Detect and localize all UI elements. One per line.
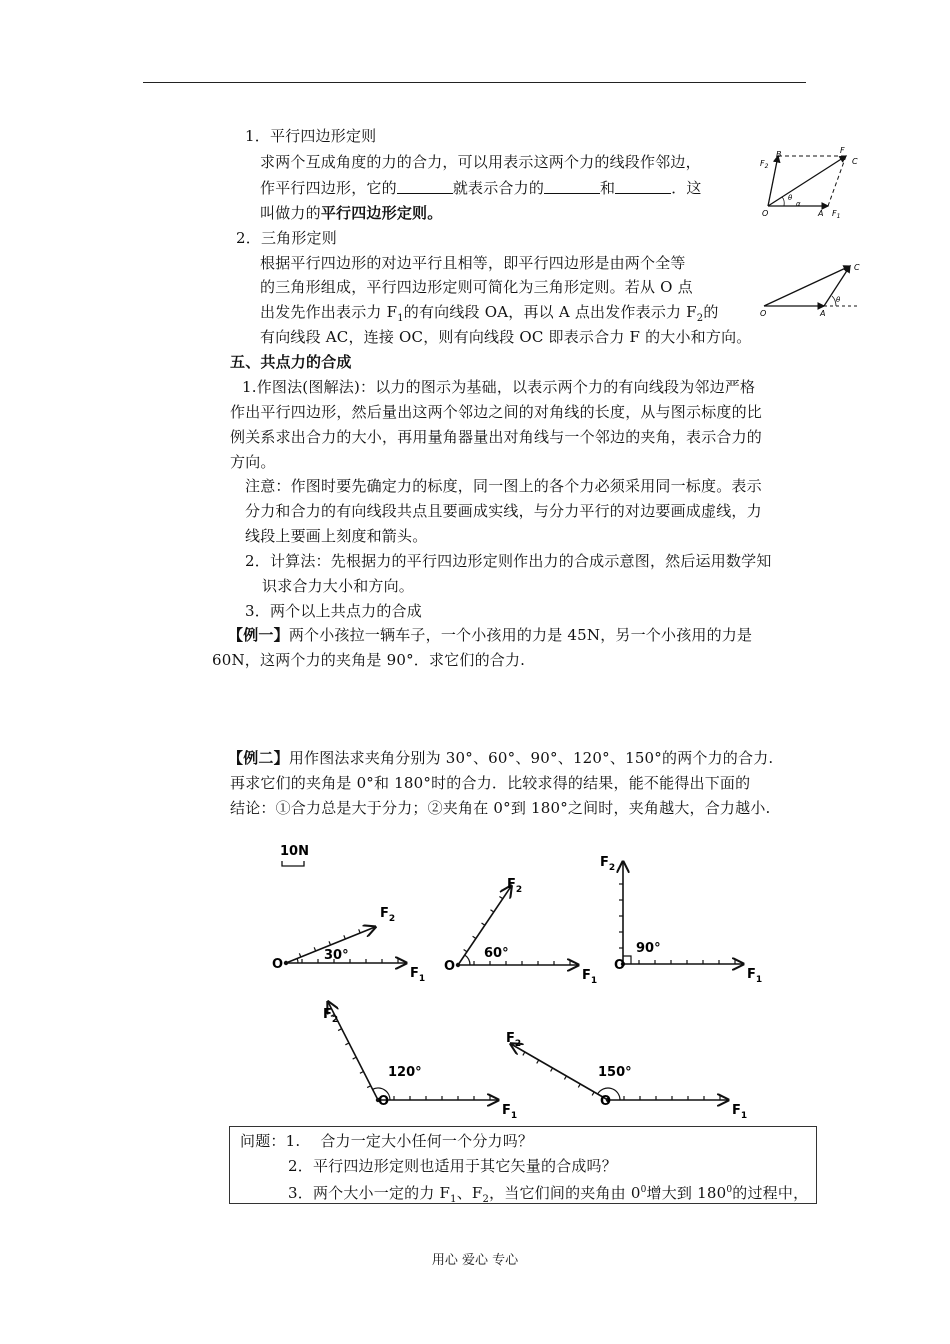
sec5-p2-line1: 2．计算法：先根据力的平行四边形定则作出力的合成示意图，然后运用数学知 [245, 552, 772, 570]
label-A: A [820, 309, 826, 318]
blank-1 [397, 179, 453, 194]
sec5-p1-line4: 方向。 [230, 453, 276, 471]
f1-label: $F_1$ [747, 967, 763, 985]
angle-arc [465, 955, 470, 965]
f1-label: $F_1$ [502, 1103, 518, 1121]
blank-2 [544, 179, 600, 194]
dashed-right-side [828, 156, 846, 206]
label-A: A [818, 209, 824, 218]
label-F2: $F_2$ [760, 159, 769, 170]
f2-tick [490, 910, 493, 912]
sec2-line1: 根据平行四边形的对边平行且相等，即平行四边形是由两个全等 [260, 254, 686, 272]
angle-arc [782, 197, 784, 206]
f2-label: $F_2$ [323, 1007, 339, 1025]
f2-tick [338, 1029, 342, 1031]
triangle-figure [758, 258, 866, 320]
example2-line2: 再求它们的夹角是 0°和 180°时的合力．比较求得的结果，能不能得出下面的 [230, 774, 751, 792]
f2-tick [299, 953, 300, 957]
angle-label: 150° [598, 1065, 632, 1080]
f2-tick [345, 1043, 349, 1045]
label-O: O [762, 209, 769, 218]
f2-vector [768, 156, 778, 206]
f2-tick [551, 1068, 553, 1071]
origin-label: O [444, 959, 456, 974]
f2-tick [564, 1076, 566, 1079]
example2-line1: 【例二】用作图法求夹角分别为 30°、60°、90°、120°、150°的两个力的合力. [228, 749, 774, 767]
sec1-title: 1．平行四边形定则 [245, 127, 377, 145]
angle-label: 30° [324, 948, 349, 963]
f1-label: $F_1$ [582, 968, 598, 986]
label-theta: θ [836, 296, 841, 304]
example1-line2: 60N，这两个力的夹角是 90°．求它们的合力. [212, 651, 526, 669]
f2-tick [359, 929, 360, 933]
scale-label: 10N [280, 844, 309, 859]
f2-tick [592, 1092, 594, 1095]
f2-tick [367, 1086, 371, 1088]
sec2-line3: 出发先作出表示力 $F_1$的有向线段 OA，再以 A 点出发作表示力 $F_2$的 [260, 303, 719, 324]
f2-tick [329, 941, 330, 945]
f1-label: $F_1$ [732, 1103, 748, 1121]
f2-tick [353, 1057, 357, 1059]
f2-label: $F_2$ [507, 877, 523, 895]
f1-label: $F_1$ [410, 966, 426, 984]
note-line1: 注意：作图时要先确定力的标度，同一图上的各个力必须采用同一标度。表示 [245, 477, 762, 495]
diagram-150 [506, 1031, 747, 1121]
page-footer: 用心 爱心 专心 [431, 1253, 519, 1268]
question-1: 问题：1. 合力一定大小任何一个分力吗？ [240, 1132, 534, 1150]
label-B: B [776, 150, 782, 159]
f2-tick [464, 949, 467, 951]
f2-tick [482, 923, 485, 925]
parallelogram-figure [758, 144, 866, 222]
f2-tick [314, 947, 315, 951]
note-line2: 分力和合力的有向线段共点且要画成实线，与分力平行的对边要画成虚线，力 [245, 502, 762, 520]
f2-tick [578, 1084, 580, 1087]
sec5-p1-line2: 作出平行四边形，然后量出这两个邻边之间的对角线的长度，从与图示标度的比 [230, 403, 763, 421]
sec5-p1-line1: 1.作图法(图解法)：以力的图示为基础，以表示两个力的有向线段为邻边严格 [242, 378, 756, 396]
label-F1: $F_1$ [832, 209, 841, 220]
sec1-line3: 叫做力的平行四边形定则。 [260, 204, 443, 222]
diagram-60 [444, 877, 597, 986]
origin-label: O [614, 958, 626, 973]
scale-bar [280, 844, 309, 866]
f2-tick [537, 1060, 539, 1063]
sec5-p2-line2: 识求合力大小和方向。 [262, 577, 415, 595]
f2-tick [523, 1052, 525, 1055]
label-F: F [840, 146, 845, 155]
angle-label: 120° [388, 1065, 422, 1080]
diagram-90 [600, 855, 762, 985]
sec1-line1: 求两个互成角度的力的合力，可以用表示这两个力的线段作邻边， [260, 153, 701, 171]
f2-tick [499, 896, 502, 898]
question-3: 3．两个大小一定的力 $F_1$、$F_2$，当它们间的夹角由 $0^0$增大到 $180^0$的过程中， [288, 1184, 809, 1205]
questions-box [229, 1126, 817, 1204]
origin-label: O [272, 957, 284, 972]
question-2: 2．平行四边形定则也适用于其它矢量的合成吗？ [288, 1157, 617, 1175]
label-alpha: α [796, 200, 801, 208]
sec1-line2: 作平行四边形，它的 就表示合力的 和 ．这 [260, 179, 702, 197]
force-diagrams [260, 838, 763, 1123]
resultant-vector [768, 156, 846, 206]
example1-line1: 【例一】两个小孩拉一辆车子，一个小孩用的力是 45N，另一个小孩用的力是 [228, 626, 753, 644]
blank-3 [615, 179, 671, 194]
sec5-p3: 3．两个以上共点力的合成 [245, 602, 422, 620]
diagram-30 [272, 906, 425, 984]
origin-point [284, 961, 288, 965]
sec2-title: 2．三角形定则 [236, 229, 337, 247]
origin-label: O [378, 1094, 390, 1109]
sec2-line2: 的三角形组成，平行四边形定则可简化为三角形定则。若从 O 点 [260, 278, 693, 296]
label-C: C [852, 157, 858, 166]
label-C: C [854, 263, 860, 272]
header-rule [143, 82, 806, 83]
example2-line3: 结论：①合力总是大于分力；②夹角在 0°到 180°之间时，夹角越大，合力越小. [230, 799, 771, 817]
angle-label: 60° [484, 946, 509, 961]
f2-tick [473, 936, 476, 938]
parallelogram-rule-term: 平行四边形定则。 [320, 204, 443, 222]
origin-point [456, 963, 460, 967]
f2-label: $F_2$ [506, 1031, 522, 1049]
label-theta: θ [788, 194, 793, 202]
sec5-heading: 五、共点力的合成 [230, 353, 352, 371]
f2-arrow [511, 1044, 608, 1100]
f2-label: $F_2$ [600, 855, 616, 873]
f2-label: $F_2$ [380, 906, 396, 924]
f2-tick [344, 935, 345, 939]
origin-label: O [600, 1094, 612, 1109]
diagram-120 [323, 1002, 517, 1121]
note-line3: 线段上要画上刻度和箭头。 [245, 527, 428, 545]
angle-label: 90° [636, 941, 661, 956]
f2-tick [360, 1071, 364, 1073]
sec2-line4: 有向线段 AC，连接 OC，则有向线段 OC 即表示合力 F 的大小和方向。 [260, 328, 752, 346]
sec5-p1-line3: 例关系求出合力的大小，再用量角器量出对角线与一个邻边的夹角，表示合力的 [230, 428, 763, 446]
label-O: O [760, 309, 767, 318]
